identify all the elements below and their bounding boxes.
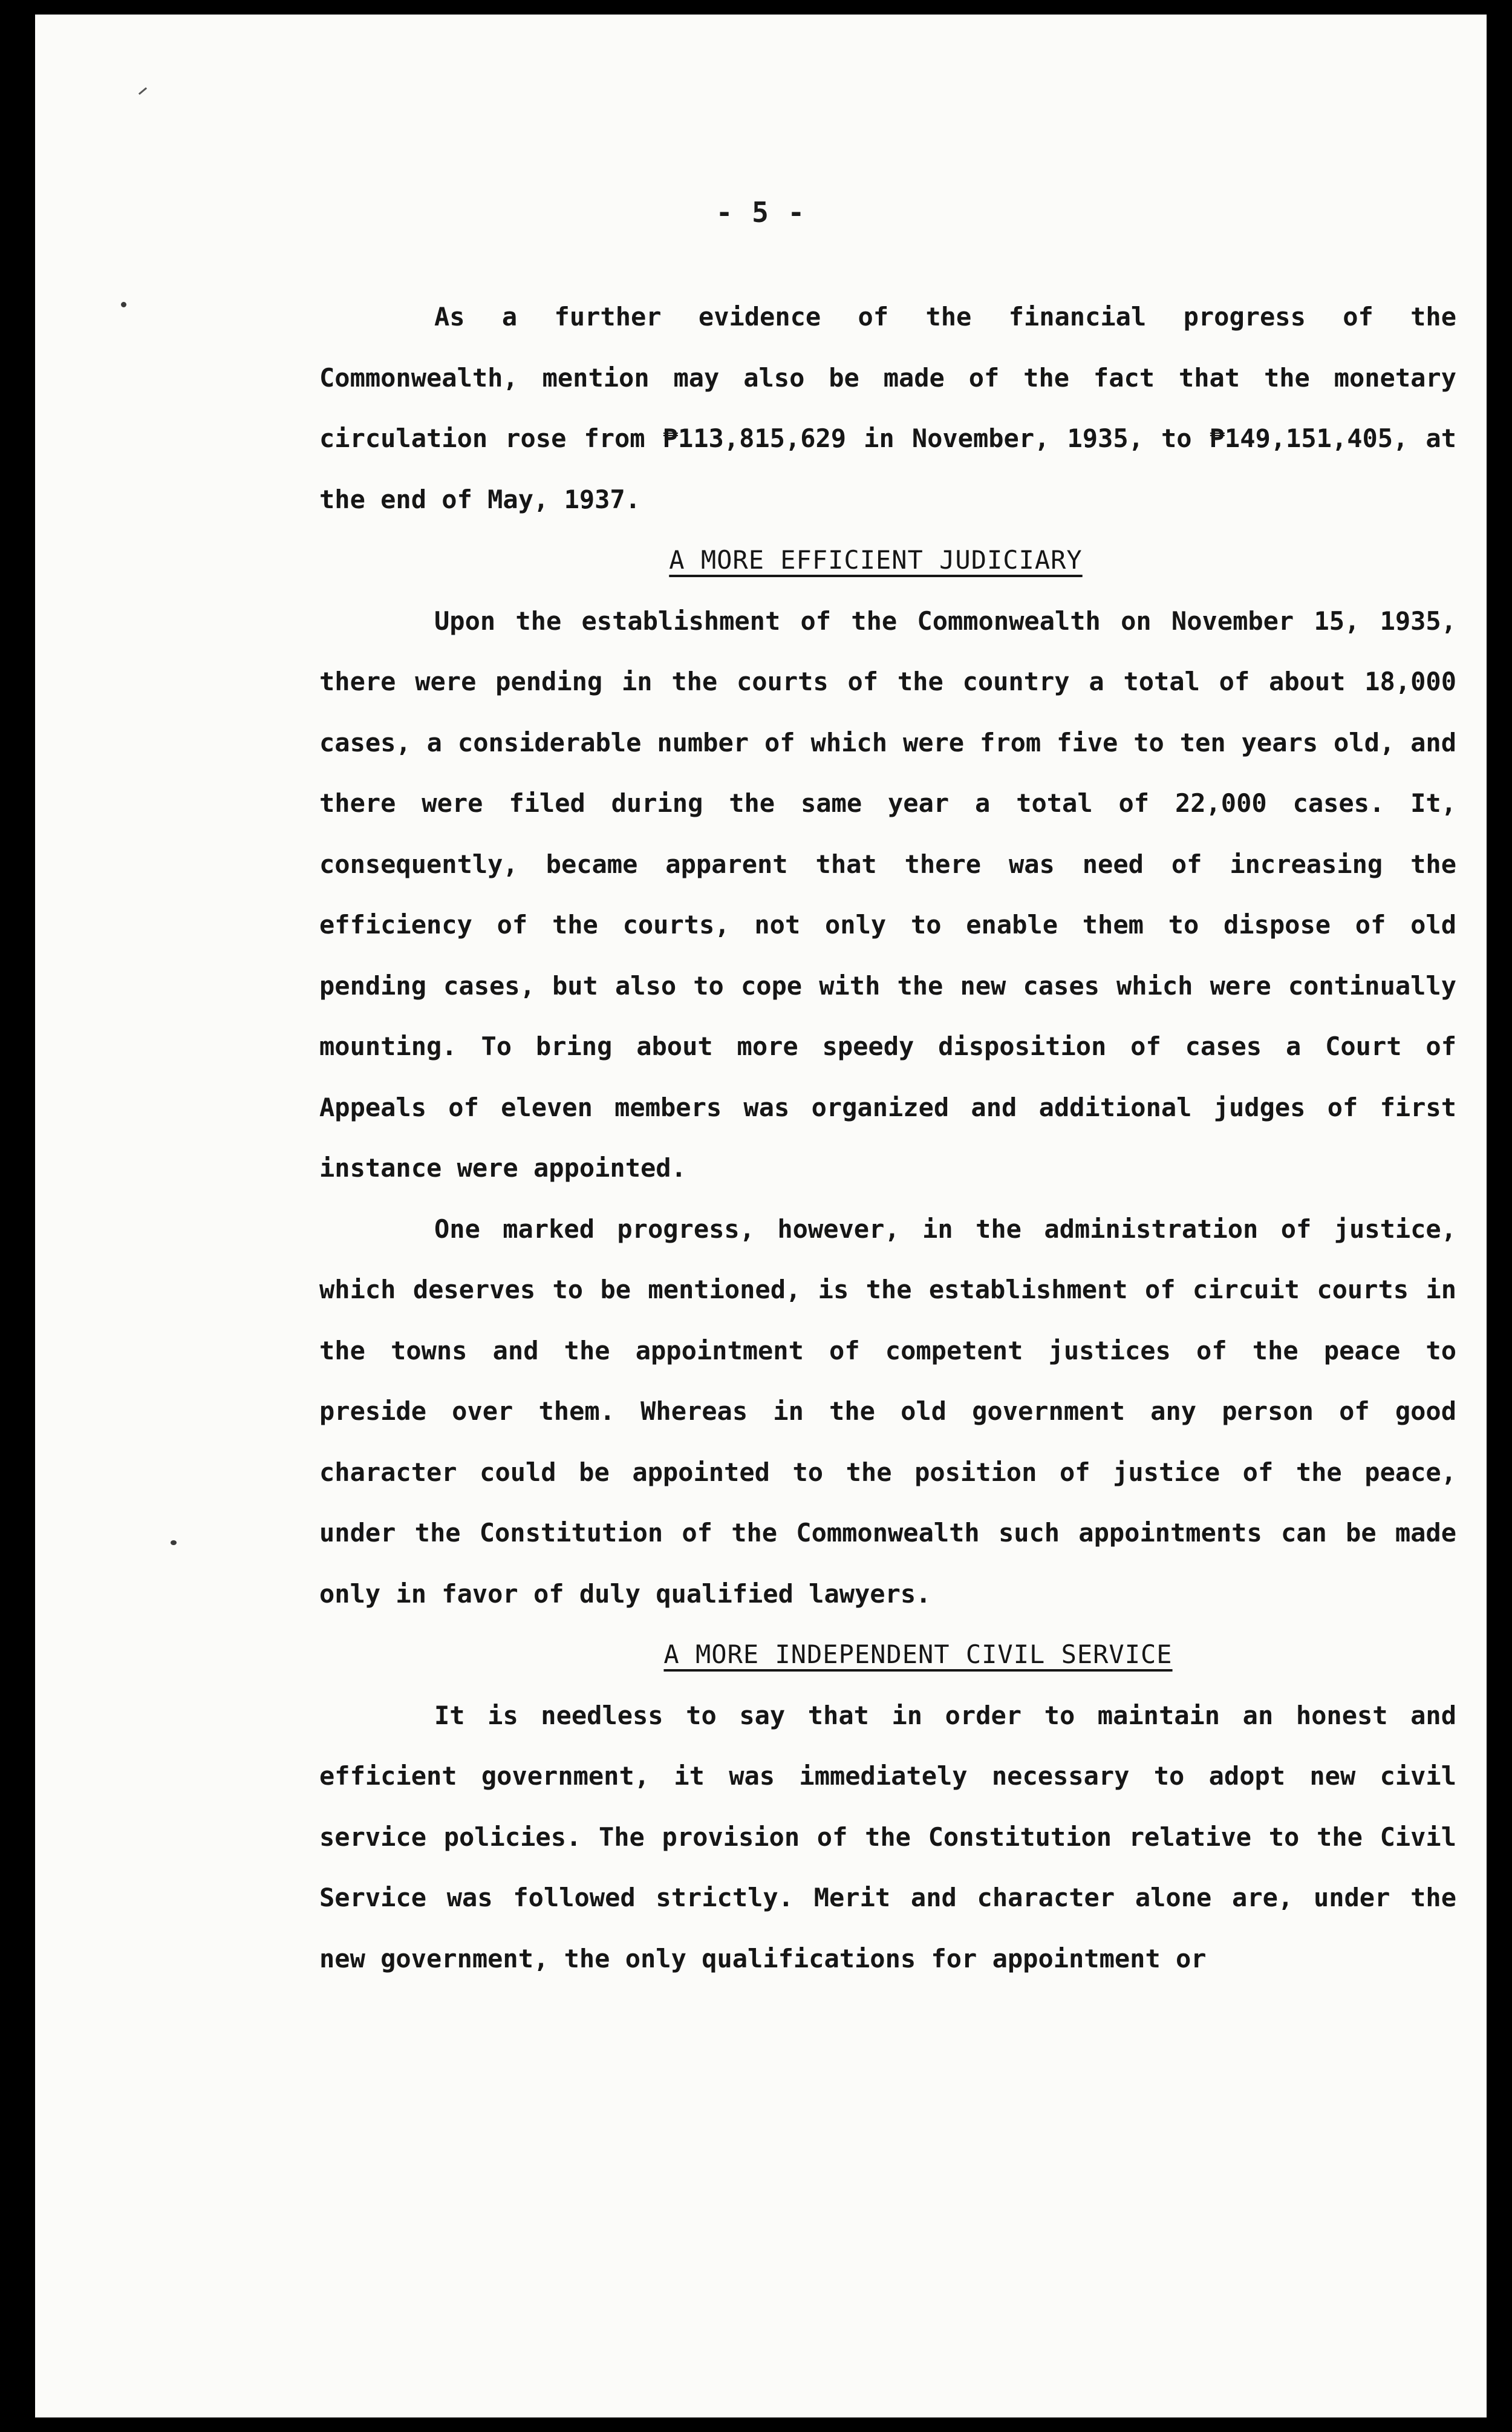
paragraph-financial-progress: As a further evidence of the financial progress of the Commonwealth, mention may also be made of the fact that the monetary circulation rose from ₱113,815,629 in November, 1935, to ₱149,151,405, at the end of May, 1937. (319, 302, 1456, 514)
heading-civil-service: A MORE INDEPENDENT CIVIL SERVICE (663, 1639, 1173, 1669)
paragraph-civil-service: It is needless to say that in order to maintain an honest and efficient government, it was immediately necessary to adopt new civil service policies. The provision of the Constitution relative to the Civil Service was followed strictly. Merit and character alone are, under the new government, the only qualifications for appointment or (319, 1700, 1456, 1973)
page-number: - 5 - (715, 196, 806, 229)
paragraph-pending-cases: Upon the establishment of the Commonwealth on November 15, 1935, there were pending in the courts of the country a total of about 18,000 cases, a considerable number of which were from five to ten years old, and there were filed during the same year a total of 22,000 cases. It, consequently, became apparent that there was need of increasing the efficiency of the courts, not only to enable them to dispose of old pending cases, but also to cope with the new cases which were continually mounting. To bring about more speedy disposition of cases a Court of Appeals of eleven members was organized and additional judges of first instance were appointed. (319, 606, 1456, 1183)
document-page (35, 15, 1487, 2417)
scan-mark (138, 87, 147, 95)
scan-speck (121, 302, 126, 307)
paragraph-circuit-courts: One marked progress, however, in the administration of justice, which deserves to be mentioned, is the establishment of circuit courts in the towns and the appointment of competent justices of the peace to preside over them. Whereas in the old government any person of good character could be appointed to the position of justice of the peace, under the Constitution of the Commonwealth such appointments can be made only in favor of duly qualified lawyers. (319, 1214, 1456, 1609)
scan-speck (171, 1540, 177, 1545)
heading-judiciary: A MORE EFFICIENT JUDICIARY (669, 545, 1083, 575)
document-body (319, 287, 1456, 1989)
